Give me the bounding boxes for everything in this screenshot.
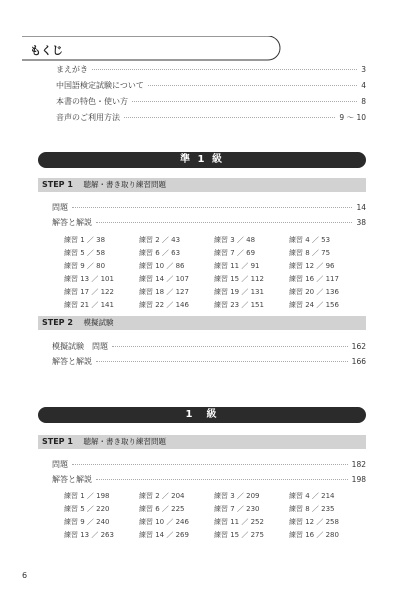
toc-entry-page: 198 — [351, 475, 366, 484]
exercise-entry[interactable]: 練習 10 ／ 86 — [139, 262, 185, 270]
step-header — [38, 316, 366, 330]
exercise-grid — [64, 490, 364, 542]
leader-dots — [92, 69, 357, 70]
toc-entry-label: 本書の特色・使い方 — [56, 97, 128, 106]
toc-entry-page: 3 — [361, 65, 366, 74]
toc-entry-page: 8 — [361, 97, 366, 106]
leader-dots — [72, 464, 348, 465]
exercise-entry[interactable]: 練習 5 ／ 220 — [64, 505, 110, 513]
exercise-entry[interactable]: 練習 11 ／ 252 — [214, 518, 264, 526]
toc-entry-page: 38 — [356, 218, 366, 227]
toc-entry[interactable] — [56, 64, 366, 80]
toc-entry-page: 182 — [351, 460, 366, 469]
exercise-entry[interactable]: 練習 13 ／ 101 — [64, 275, 114, 283]
grade-header: 1 級 — [38, 407, 366, 423]
exercise-entry[interactable]: 練習 6 ／ 225 — [139, 505, 185, 513]
exercise-entry[interactable]: 練習 15 ／ 275 — [214, 531, 264, 539]
exercise-entry[interactable]: 練習 12 ／ 96 — [289, 262, 335, 270]
toc-entry-label: 模擬試験 問題 — [52, 342, 108, 351]
exercise-entry[interactable]: 練習 12 ／ 258 — [289, 518, 339, 526]
toc-entry-label: 問題 — [52, 460, 68, 469]
exercise-entry[interactable]: 練習 8 ／ 75 — [289, 249, 331, 257]
intro-toc — [56, 64, 366, 128]
toc-entry[interactable] — [52, 202, 366, 217]
toc-entry[interactable] — [56, 96, 366, 112]
exercise-entry[interactable]: 練習 2 ／ 43 — [139, 236, 181, 244]
step-title: 聴解・書き取り練習問題 — [83, 180, 166, 189]
toc-entry-label: 中国語検定試験について — [56, 81, 144, 90]
exercise-entry[interactable]: 練習 1 ／ 38 — [64, 236, 106, 244]
toc-entry-page: 14 — [356, 203, 366, 212]
toc-entry-page: 9 〜 10 — [339, 113, 366, 122]
grade-header: 準 1 級 — [38, 152, 366, 168]
exercise-entry[interactable]: 練習 5 ／ 58 — [64, 249, 106, 257]
step-header — [38, 435, 366, 449]
exercise-entry[interactable]: 練習 14 ／ 269 — [139, 531, 189, 539]
exercise-entry[interactable]: 練習 6 ／ 63 — [139, 249, 181, 257]
toc-entry-label: まえがき — [56, 65, 88, 74]
toc-entry-label: 解答と解説 — [52, 218, 92, 227]
step-number: STEP 2 — [42, 318, 73, 327]
step-entries — [52, 459, 366, 489]
exercise-entry[interactable]: 練習 7 ／ 69 — [214, 249, 256, 257]
exercise-entry[interactable]: 練習 21 ／ 141 — [64, 301, 114, 309]
step-entries — [52, 202, 366, 232]
toc-entry-label: 問題 — [52, 203, 68, 212]
exercise-entry[interactable]: 練習 3 ／ 48 — [214, 236, 256, 244]
toc-entry-label: 解答と解説 — [52, 357, 92, 366]
exercise-entry[interactable]: 練習 9 ／ 240 — [64, 518, 110, 526]
toc-entry[interactable] — [56, 80, 366, 96]
step-number: STEP 1 — [42, 180, 73, 189]
leader-dots — [96, 222, 352, 223]
exercise-entry[interactable]: 練習 4 ／ 214 — [289, 492, 335, 500]
exercise-entry[interactable]: 練習 22 ／ 146 — [139, 301, 189, 309]
toc-entry[interactable] — [52, 459, 366, 474]
exercise-grid — [64, 234, 364, 312]
step-title: 模擬試験 — [83, 318, 114, 327]
leader-dots — [96, 479, 348, 480]
exercise-entry[interactable]: 練習 19 ／ 131 — [214, 288, 264, 296]
page-title: もくじ — [30, 44, 63, 57]
toc-entry-page: 162 — [351, 342, 366, 351]
exercise-entry[interactable]: 練習 8 ／ 235 — [289, 505, 335, 513]
toc-entry-label: 解答と解説 — [52, 475, 92, 484]
leader-dots — [148, 85, 357, 86]
leader-dots — [132, 101, 357, 102]
exercise-entry[interactable]: 練習 20 ／ 136 — [289, 288, 339, 296]
step-header — [38, 178, 366, 192]
toc-entry[interactable] — [52, 474, 366, 489]
page-number: 6 — [22, 571, 28, 580]
exercise-entry[interactable]: 練習 13 ／ 263 — [64, 531, 114, 539]
exercise-entry[interactable]: 練習 16 ／ 280 — [289, 531, 339, 539]
toc-entry-page: 4 — [361, 81, 366, 90]
exercise-entry[interactable]: 練習 15 ／ 112 — [214, 275, 264, 283]
exercise-entry[interactable]: 練習 23 ／ 151 — [214, 301, 264, 309]
exercise-entry[interactable]: 練習 1 ／ 198 — [64, 492, 110, 500]
exercise-entry[interactable]: 練習 16 ／ 117 — [289, 275, 339, 283]
exercise-entry[interactable]: 練習 14 ／ 107 — [139, 275, 189, 283]
toc-entry[interactable] — [52, 217, 366, 232]
exercise-entry[interactable]: 練習 3 ／ 209 — [214, 492, 260, 500]
leader-dots — [96, 361, 348, 362]
toc-entry-label: 音声のご利用方法 — [56, 113, 120, 122]
exercise-entry[interactable]: 練習 7 ／ 230 — [214, 505, 260, 513]
exercise-entry[interactable]: 練習 9 ／ 80 — [64, 262, 106, 270]
exercise-entry[interactable]: 練習 11 ／ 91 — [214, 262, 260, 270]
exercise-entry[interactable]: 練習 24 ／ 156 — [289, 301, 339, 309]
exercise-entry[interactable]: 練習 10 ／ 246 — [139, 518, 189, 526]
exercise-entry[interactable]: 練習 17 ／ 122 — [64, 288, 114, 296]
step-number: STEP 1 — [42, 437, 73, 446]
exercise-entry[interactable]: 練習 18 ／ 127 — [139, 288, 189, 296]
toc-entry[interactable] — [56, 112, 366, 128]
exercise-entry[interactable]: 練習 4 ／ 53 — [289, 236, 331, 244]
leader-dots — [112, 346, 348, 347]
page-title-tab — [22, 36, 284, 62]
toc-entry-page: 166 — [351, 357, 366, 366]
step-entries — [52, 341, 366, 371]
leader-dots — [124, 117, 335, 118]
toc-entry[interactable] — [52, 356, 366, 371]
toc-entry[interactable] — [52, 341, 366, 356]
step-title: 聴解・書き取り練習問題 — [83, 437, 166, 446]
leader-dots — [72, 207, 352, 208]
exercise-entry[interactable]: 練習 2 ／ 204 — [139, 492, 185, 500]
